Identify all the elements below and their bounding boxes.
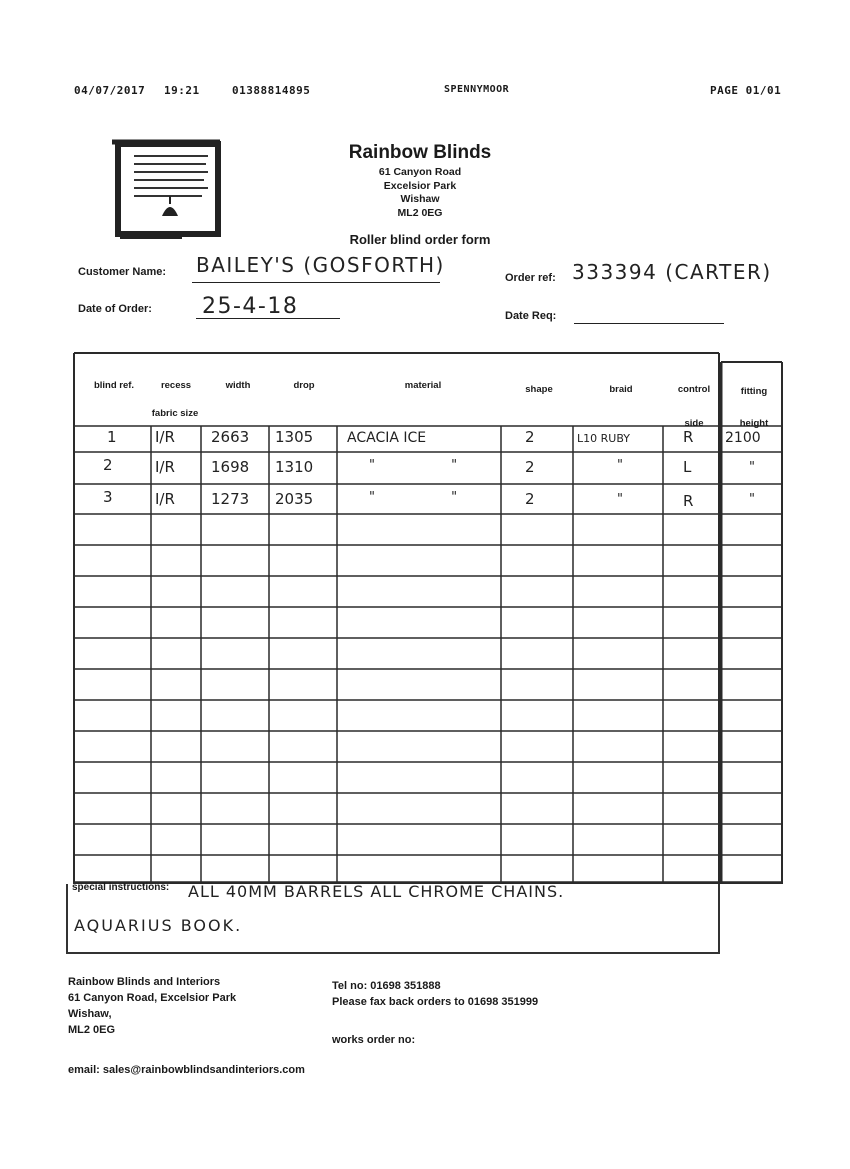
fax-time: 19:21 [164,84,200,97]
date-of-order-value: 25-4-18 [202,294,299,319]
company-address [290,166,550,220]
header-side: side [684,418,704,429]
row1-drop: 1305 [275,428,314,446]
row3-braid: " [617,492,623,507]
header-material: material [404,380,442,391]
row3-recess: I/R [155,490,175,508]
footer-email: email: sales@rainbowblindsandinteriors.com [68,1064,305,1076]
row1-braid: L10 RUBY [577,432,630,445]
row3-drop: 2035 [275,490,314,508]
row2-drop: 1310 [275,458,314,476]
row2-blind-ref: 2 [103,456,113,474]
company-address-line: 61 Canyon Road [378,166,462,178]
footer-works-order: works order no: [332,1034,416,1046]
order-ref-value: 333394 (CARTER) [572,260,772,284]
row2-material: " " [369,458,494,473]
special-instructions-line1: ALL 40MM BARRELS ALL CHROME CHAINS. [188,882,565,901]
row2-shape: 2 [525,458,535,476]
row1-control: R [683,428,694,446]
row3-material: " " [369,490,494,505]
header-height: height [739,418,769,429]
header-fitting: fitting [740,386,768,397]
row2-recess: I/R [155,458,175,476]
header-recess: recess [160,380,192,391]
footer-fax: Please fax back orders to 01698 351999 [332,996,539,1008]
date-of-order-label: Date of Order: [78,303,152,315]
special-instructions-box [66,884,720,954]
footer-contact [332,978,538,1010]
row3-shape: 2 [525,490,535,508]
company-name: Rainbow Blinds [348,142,492,163]
footer-company-line: Rainbow Blinds and Interiors [68,976,221,988]
rainbow-blinds-logo [112,138,224,240]
order-ref-label: Order ref: [505,272,556,284]
special-instructions-line2: AQUARIUS BOOK. [74,916,243,935]
header-drop: drop [293,380,315,391]
date-req-label: Date Req: [505,310,557,322]
row1-material: ACACIA ICE [347,430,427,446]
header-shape: shape [525,384,553,395]
row3-control: R [683,492,694,510]
form-title: Roller blind order form [349,232,491,247]
row2-height: " [749,460,755,475]
order-table-grid [73,352,783,884]
date-of-order-line [196,318,340,319]
header-width: width [225,380,251,391]
row2-width: 1698 [211,458,250,476]
row1-width: 2663 [211,428,250,446]
row3-blind-ref: 3 [103,488,113,506]
footer-company-line: Wishaw, [68,1008,112,1020]
header-fabric-size: fabric size [151,408,199,419]
fax-page: PAGE 01/01 [710,84,782,97]
customer-name-value: BAILEY'S (GOSFORTH) [196,253,445,277]
date-req-line [574,323,724,324]
special-instructions-label: special instructions: [72,882,170,893]
footer-company-line: ML2 0EG [68,1024,116,1036]
footer-company-line: 61 Canyon Road, Excelsior Park [68,992,237,1004]
row1-blind-ref: 1 [107,428,117,446]
customer-name-line [192,282,440,283]
fax-date: 04/07/2017 [74,84,146,97]
header-blind-ref: blind ref. [93,380,135,391]
company-address-line: ML2 0EG [397,206,443,219]
fax-location: SPENNYMOOR [444,84,510,95]
order-table [73,352,783,884]
row2-braid: " [617,458,623,473]
fax-number: 01388814895 [232,84,311,97]
customer-name-label: Customer Name: [78,266,167,278]
company-address-line: Excelsior Park [383,179,457,192]
row2-control: L [683,458,692,476]
row3-width: 1273 [211,490,250,508]
row3-height: " [749,492,755,507]
header-braid: braid [609,384,633,395]
company-address-line: Wishaw [400,193,440,205]
footer-company [68,974,236,1038]
row1-shape: 2 [525,428,535,446]
footer-tel: Tel no: 01698 351888 [332,980,441,992]
row1-height: 2100 [725,430,761,446]
row1-recess: I/R [155,428,175,446]
header-control: control [677,384,711,395]
